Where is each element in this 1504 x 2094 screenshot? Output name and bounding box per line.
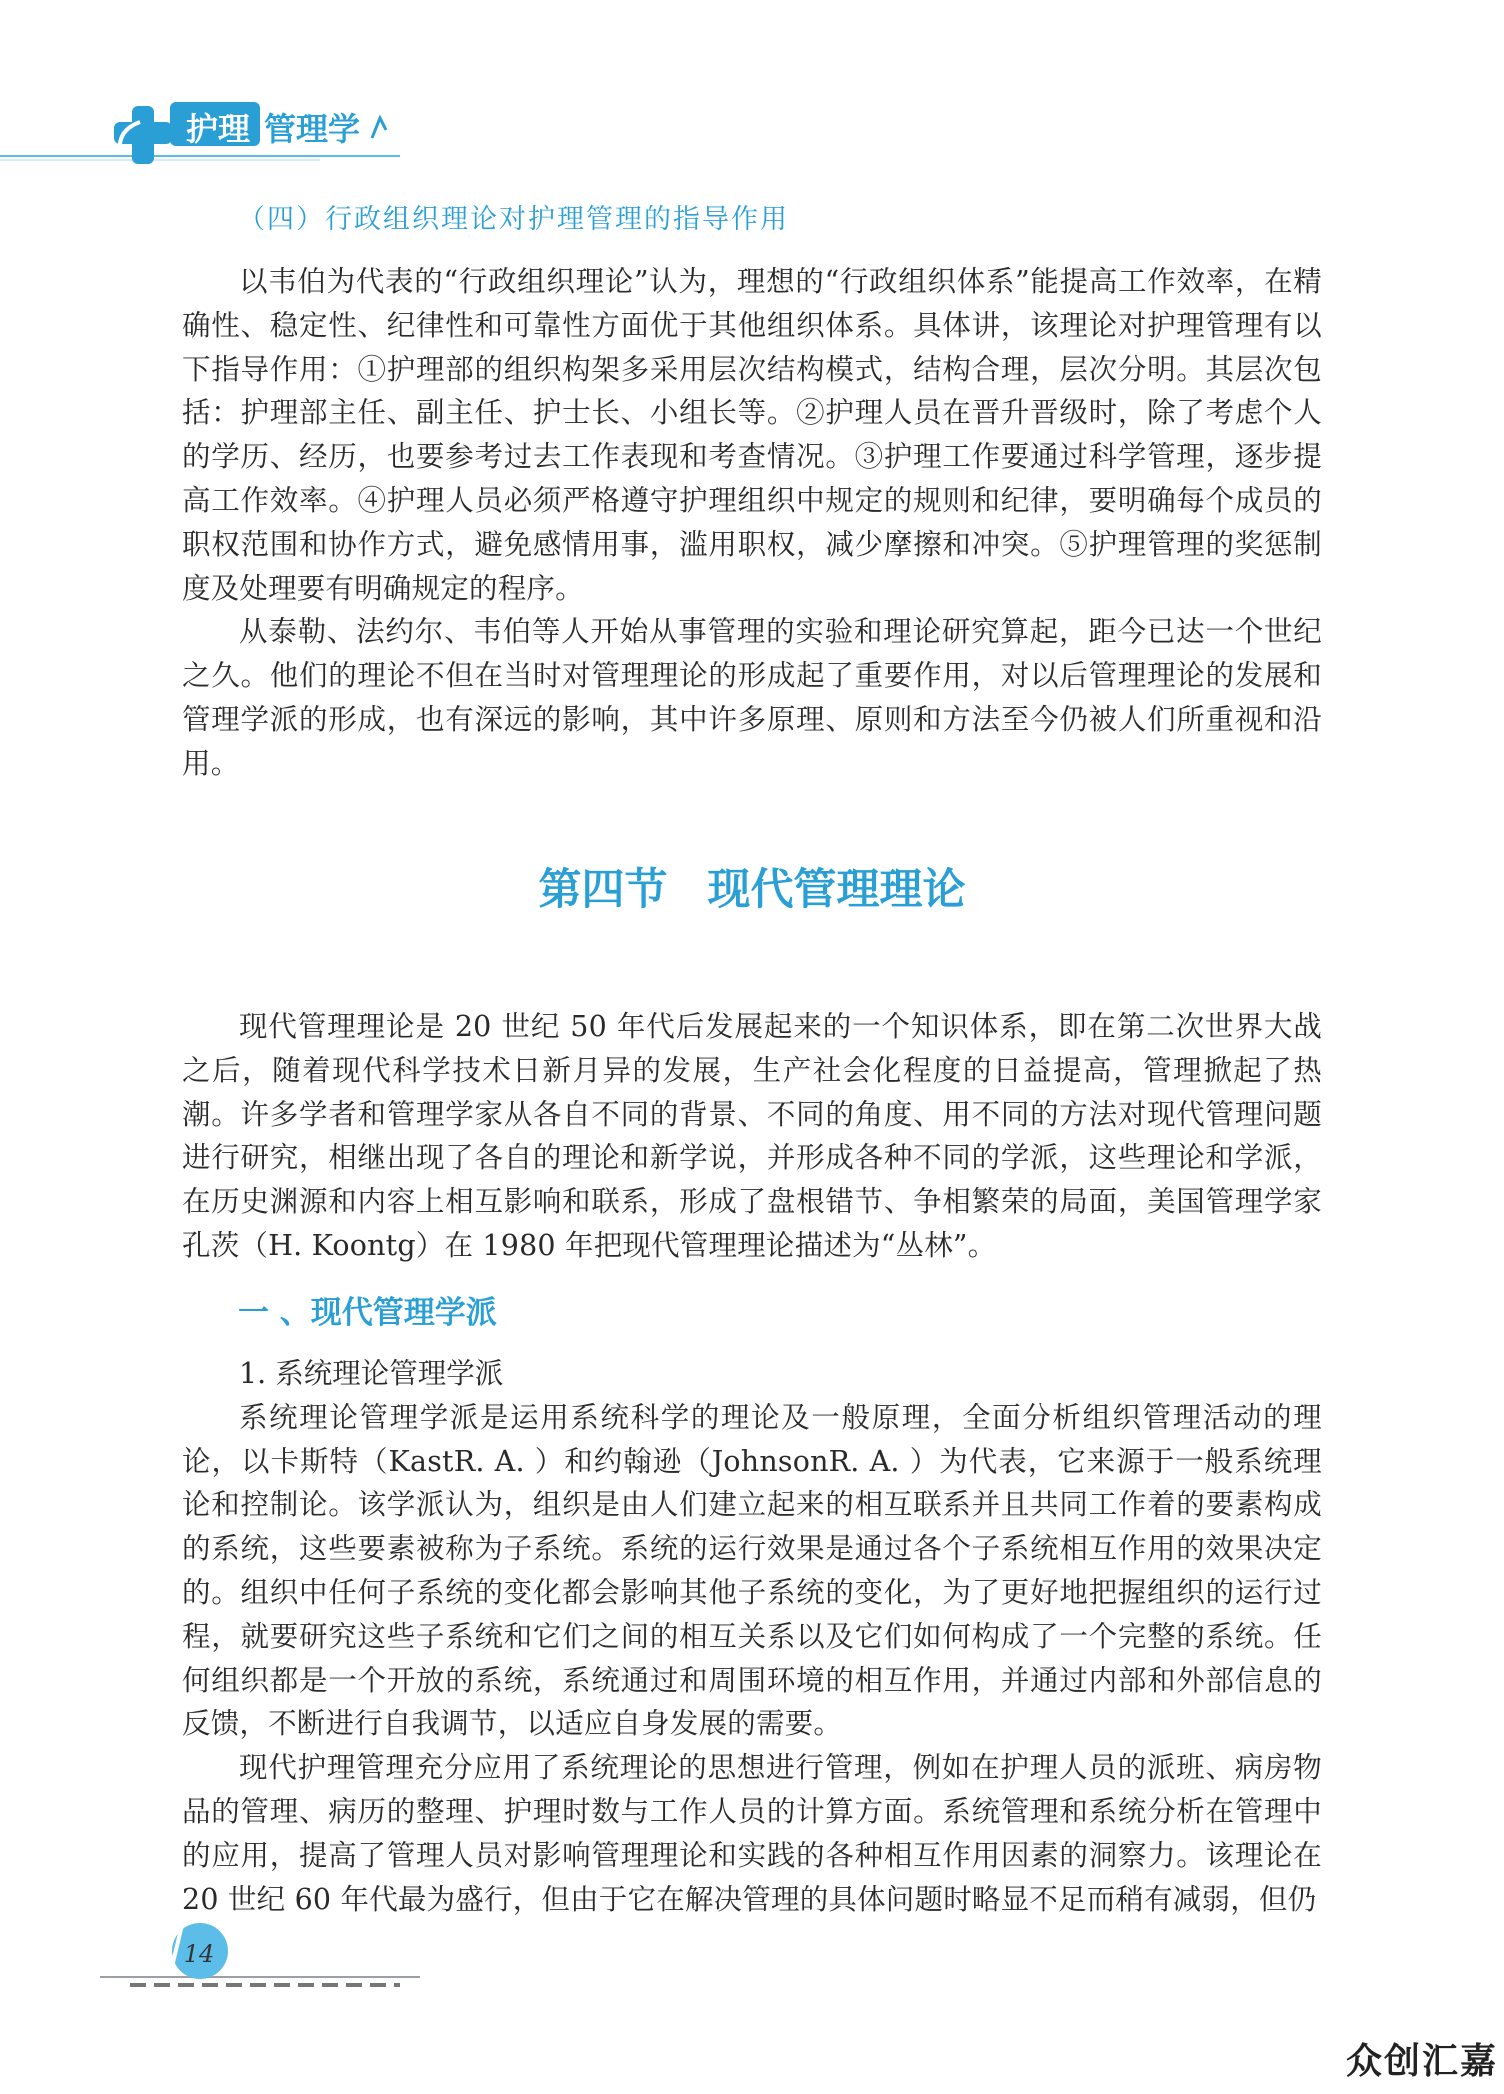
paragraph: 系统理论管理学派是运用系统科学的理论及一般原理，全面分析组织管理活动的理论，以卡斯特（KastR. A. ）和约翰逊（JohnsonR. A. ）为代表，它来源于一般系统理论和控制论。该学派认为，组织是由人们建立起来的相互联系并且共同工作着的要素构成的系统，这些要素被称为子系统。系统的运行效果是通过各个子系统相互作用的效果决定的。组织中任何子系统的变化都会影响其他子系统的变化，为了更好地把握组织的运行过程，就要研究这些子系统和它们之间的相互关系以及它们如何构成了一个完整的系统。任何组织都是一个开放的系统，系统通过和周围环境的相互作用，并通过内部和外部信息的反馈，不断进行自我调节，以适应自身发展的需要。: [182, 1400, 1322, 1741]
paragraph: 现代管理理论是 20 世纪 50 年代后发展起来的一个知识体系，即在第二次世界大战之后，随着现代科学技术日新月异的发展，生产社会化程度的日益提高，管理掀起了热潮。许多学者和管理学家从各自不同的背景、不同的角度、用不同的方法对现代管理问题进行研究，相继出现了各自的理论和新学说，并形成各种不同的学派，这些理论和学派，在历史渊源和内容上相互影响和联系，形成了盘根错节、争相繁荣的局面，美国管理学家孔茨（H. Koontg）在 1980 年把现代管理理论描述为“丛林”。: [182, 1010, 1322, 1262]
section-number: 第四节: [538, 865, 668, 915]
section-name: 现代管理理论: [707, 865, 966, 915]
item-title: 1. 系统理论管理学派: [239, 1357, 504, 1390]
section-title: [0, 856, 1504, 917]
paragraph: 从泰勒、法约尔、韦伯等人开始从事管理的实验和理论研究算起，距今已达一个世纪之久。他们的理论不但在当时对管理理论的形成起了重要作用，对以后管理理论的发展和管理学派的形成，也有深远的影响，其中许多原理、原则和方法至今仍被人们所重视和沿用。: [182, 615, 1322, 780]
section-four-body: [182, 260, 1322, 786]
paragraph: 以韦伯为代表的“行政组织理论”认为，理想的“行政组织体系”能提高工作效率，在精确性、稳定性、纪律性和可靠性方面优于其他组织体系。具体讲，该理论对护理管理有以下指导作用：①护理部的组织构架多采用层次结构模式，结构合理，层次分明。其层次包括：护理部主任、副主任、护士长、小组长等。②护理人员在晋升晋级时，除了考虑个人的学历、经历，也要参考过去工作表现和考查情况。③护理工作要通过科学管理，逐步提高工作效率。④护理人员必须严格遵守护理组织中规定的规则和纪律，要明确每个成员的职权范围和协作方式，避免感情用事，滥用职权，减少摩擦和冲突。⑤护理管理的奖惩制度及处理要有明确规定的程序。: [182, 265, 1322, 605]
subsection-heading: 一 、现代管理学派: [238, 1295, 497, 1331]
header-title-part-1: 护理: [186, 110, 251, 148]
arrow-icon: [372, 118, 386, 138]
footer-decoration: [0, 1915, 500, 1995]
page-number: 14: [183, 1940, 215, 1968]
header-title-part-2: 管理学: [264, 110, 361, 148]
subsection-heading-four: （四）行政组织理论对护理管理的指导作用: [238, 204, 789, 235]
watermark-text: 众创汇嘉: [1345, 2041, 1498, 2082]
section-intro: [182, 1005, 1322, 1268]
subsection-body: [182, 1352, 1322, 1921]
page-header: [0, 90, 600, 170]
page-footer: [0, 1915, 500, 1995]
paragraph: 现代护理管理充分应用了系统理论的思想进行管理，例如在护理人员的派班、病房物品的管理、病历的整理、护理时数与工作人员的计算方面。系统管理和系统分析在管理中的应用，提高了管理人员对影响管理理论和实践的各种相互作用因素的洞察力。该理论在 20 世纪 60 年代最为盛行，但由于它在解决管理的具体问题时略显不足而稍有减弱，但仍: [182, 1751, 1322, 1916]
